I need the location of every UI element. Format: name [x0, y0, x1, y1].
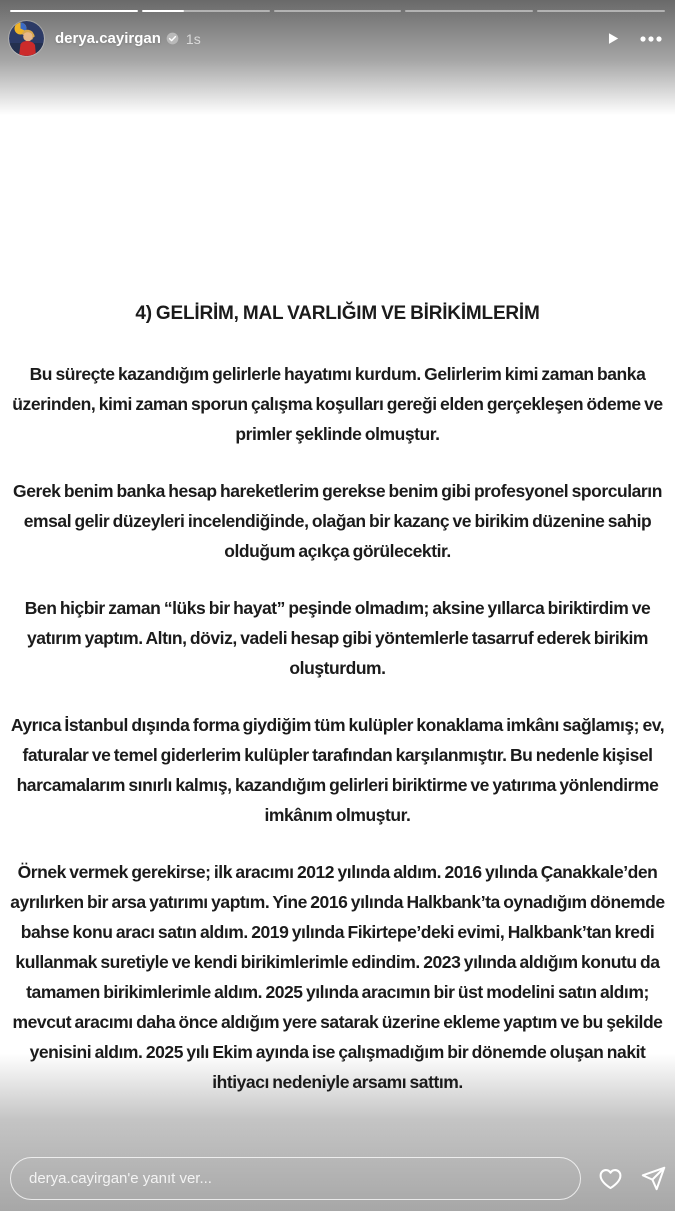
- avatar-image: [9, 21, 44, 56]
- like-button[interactable]: [597, 1165, 624, 1192]
- progress-segment: [274, 10, 402, 12]
- progress-segment: [142, 10, 270, 12]
- story-paragraph: Ben hiçbir zaman “lüks bir hayat” peşinde olmadım; aksine yıllarca biriktirdim ve yatırım yaptım. Altın, döviz, vadeli hesap gibi yöntemlerle tasarruf ederek birikim oluşturdum.: [24, 598, 651, 678]
- story-progress-bar: [10, 10, 665, 12]
- progress-segment: [10, 10, 138, 12]
- story-content: [0, 303, 675, 1124]
- story-paragraph: Ayrıca İstanbul dışında forma giydiğim tüm kulüpler konaklama imkânı sağlamış; ev, faturalar ve temel giderlerim kulüpler tarafından karşılanmıştır. Bu nedenle kişisel harcamalarım sınırlı kalmış, kazandığım gelirleri biriktirme ve yatırıma yönlendirme imkânım olmuştur.: [10, 715, 665, 825]
- progress-segment: [537, 10, 665, 12]
- story-heading: 4) GELİRİM, MAL VARLIĞIM VE BİRİKİMLERİM: [135, 303, 540, 324]
- verified-badge-icon: [166, 32, 179, 45]
- play-button[interactable]: [604, 30, 621, 47]
- story-footer: [10, 1157, 667, 1200]
- progress-segment: [405, 10, 533, 12]
- more-options-button[interactable]: [639, 35, 663, 43]
- username[interactable]: derya.cayirgan: [55, 30, 161, 47]
- play-icon: [604, 30, 621, 47]
- ellipsis-icon: [639, 35, 663, 43]
- paper-plane-icon: [640, 1165, 667, 1192]
- share-button[interactable]: [640, 1165, 667, 1192]
- story-paragraph: Bu süreçte kazandığım gelirlerle hayatımı kurdum. Gelirlerim kimi zaman banka üzerinden, kimi zaman sporun çalışma koşulları gereği elden gerçekleşen ödeme ve primler şeklinde olmuştur.: [12, 364, 663, 444]
- heart-icon: [597, 1165, 624, 1192]
- avatar[interactable]: [9, 21, 44, 56]
- reply-input[interactable]: [10, 1157, 581, 1200]
- story-header: [9, 21, 663, 56]
- story-paragraph: Gerek benim banka hesap hareketlerim gerekse benim gibi profesyonel sporcuların emsal gelir düzeyleri incelendiğinde, olağan bir kazanç ve birikim düzenine sahip olduğum açıkça görülecektir.: [13, 481, 662, 561]
- story-paragraph: Örnek vermek gerekirse; ilk aracımı 2012 yılında aldım. 2016 yılında Çanakkale’den ayrılırken bir arsa yatırımı yaptım. Yine 2016 yılında Halkbank’ta oynadığım dönemde bahse konu aracı satın aldım. 2019 yılında Fikirtepe’deki evimi, Halkbank’tan kredi kullanmak suretiyle ve kendi birikimlerimle edindim. 2023 yılında aldığım konutu da tamamen birikimlerimle aldım. 2025 yılında aracımın bir üst modelini satın aldım; mevcut aracımı daha önce aldığım yere satarak üzerine ekleme yaptım ve bu şekilde yenisini aldım. 2025 yılı Ekim ayında ise çalışmadığım bir dönemde oluşan nakit ihtiyacı nedeniyle arsamı sattım.: [10, 862, 665, 1092]
- story-timestamp: 1s: [185, 30, 201, 47]
